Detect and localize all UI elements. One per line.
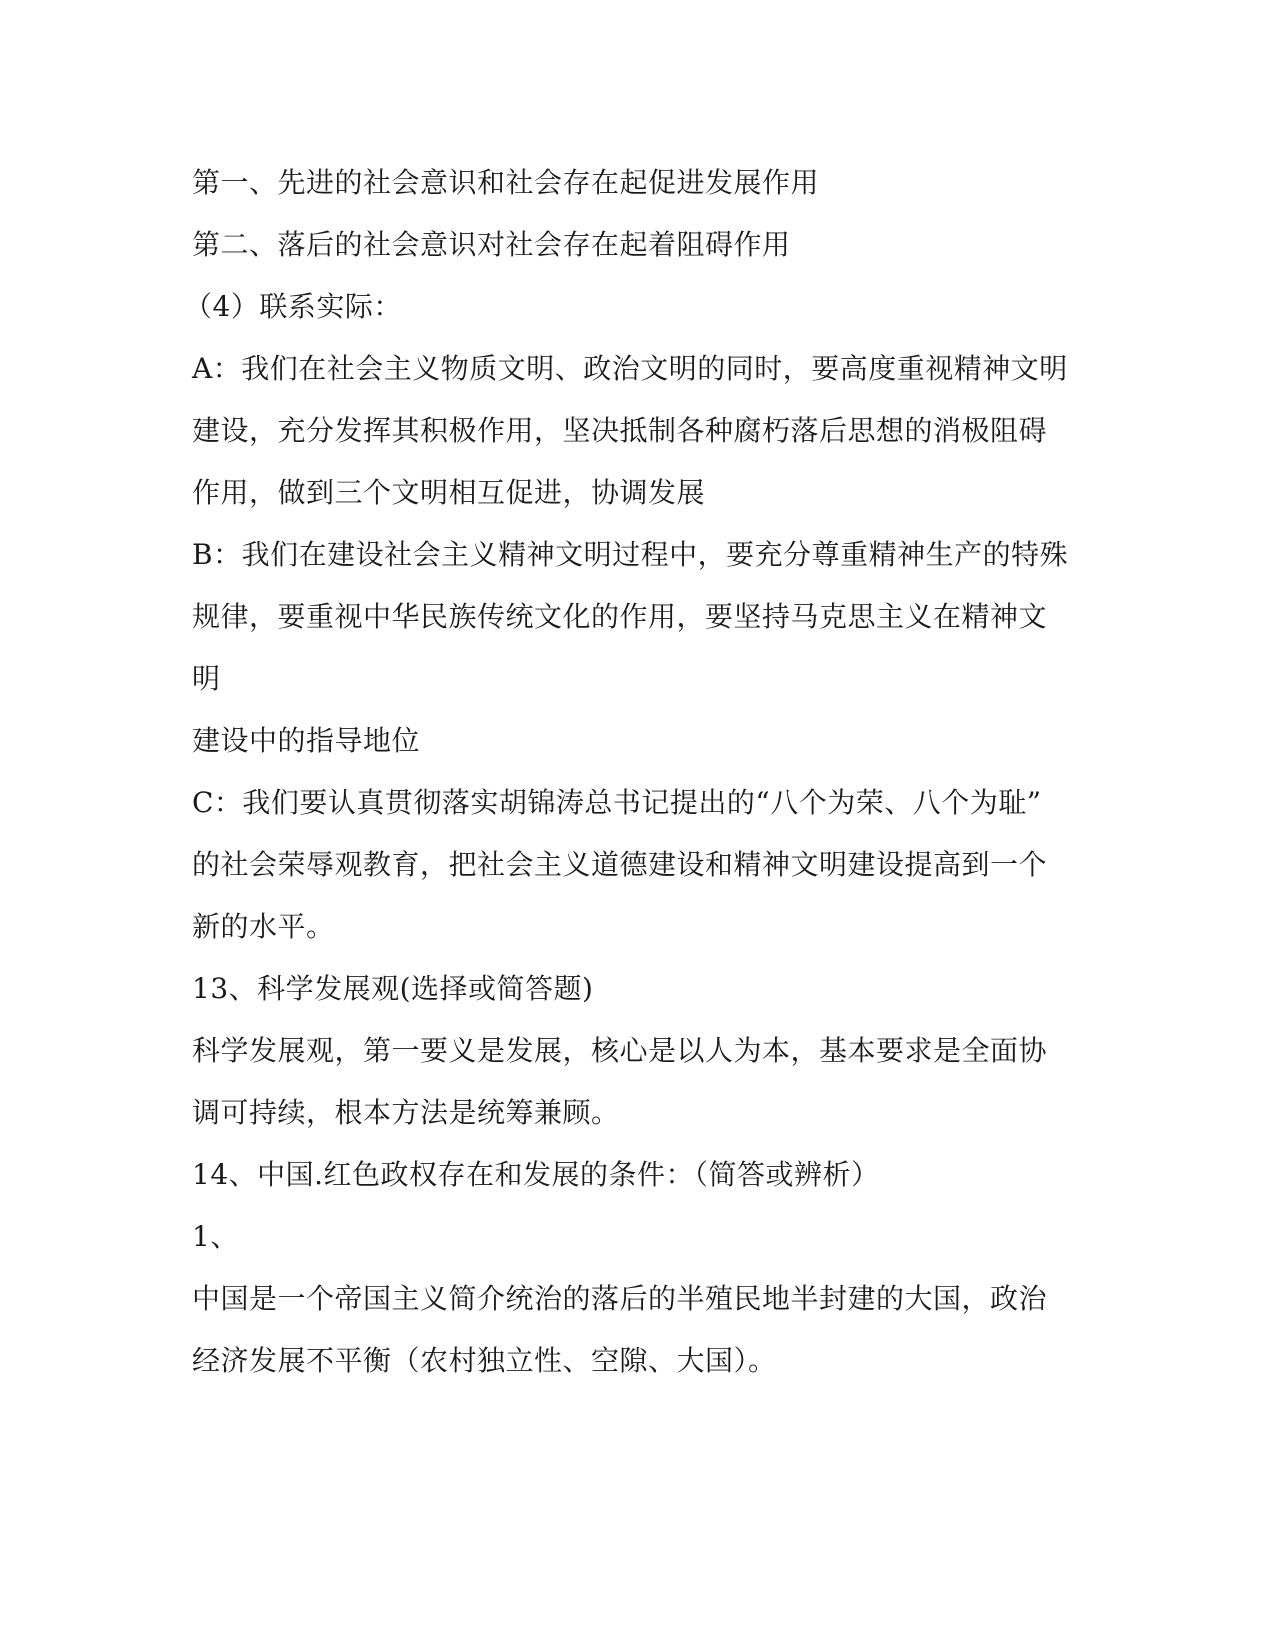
text-line: A：我们在社会主义物质文明、政治文明的同时，要高度重视精神文明 <box>192 352 1068 385</box>
text-line: 第二、落后的社会意识对社会存在起着阻碍作用 <box>192 228 791 261</box>
list-number: 1、 <box>192 1220 239 1253</box>
text-line: 新的水平。 <box>192 910 335 943</box>
text-line: 中国是一个帝国主义简介统治的落后的半殖民地半封建的大国，政治 <box>192 1282 1048 1315</box>
text-line: B：我们在建设社会主义精神文明过程中，要充分尊重精神生产的特殊 <box>192 538 1069 571</box>
text-line: 明 <box>192 662 221 695</box>
section-heading: 13、科学发展观(选择或简答题) <box>192 972 594 1005</box>
text-line: 建设中的指导地位 <box>192 724 421 757</box>
text-line: 建设，充分发挥其积极作用，坚决抵制各种腐朽落后思想的消极阻碍 <box>192 414 1048 447</box>
text-line: 作用，做到三个文明相互促进，协调发展 <box>192 476 706 509</box>
text-line: 的社会荣辱观教育，把社会主义道德建设和精神文明建设提高到一个 <box>192 848 1048 881</box>
text-line: 调可持续，根本方法是统筹兼顾。 <box>192 1096 620 1129</box>
section-heading: （4）联系实际： <box>184 290 402 323</box>
section-heading: 14、中国.红色政权存在和发展的条件：（简答或辨析） <box>192 1158 880 1191</box>
text-line: 第一、先进的社会意识和社会存在起促进发展作用 <box>192 166 820 199</box>
text-line: 科学发展观，第一要义是发展，核心是以人为本，基本要求是全面协 <box>192 1034 1048 1067</box>
text-line: 经济发展不平衡（农村独立性、空隙、大国）。 <box>192 1344 777 1377</box>
text-line: 规律，要重视中华民族传统文化的作用，要坚持马克思主义在精神文 <box>192 600 1048 633</box>
text-line: C：我们要认真贯彻落实胡锦涛总书记提出的“八个为荣、八个为耻” <box>192 786 1042 819</box>
